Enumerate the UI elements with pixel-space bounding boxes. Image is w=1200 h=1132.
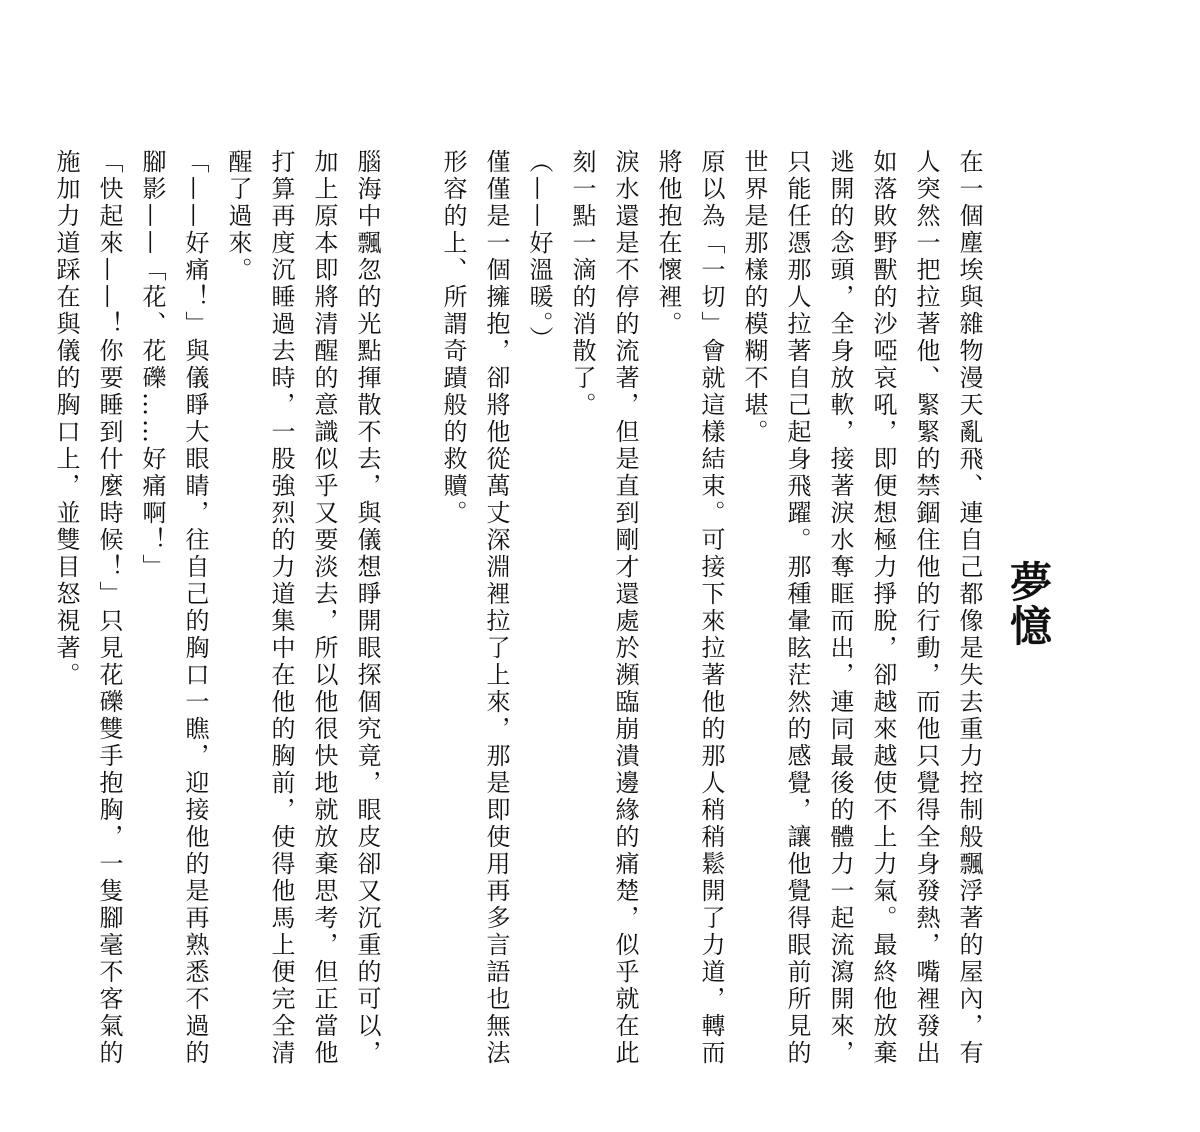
paragraph-8: 「快起來——！你要睡到什麼時候！」只見花礫雙手抱胸，一隻腳毫不客氣的施加力道踩在與儀的胸口上，並雙目怒視著。 [52, 149, 123, 1067]
paragraph-1: 在一個塵埃與雜物漫天亂飛、連自己都像是失去重力控制般飄浮著的屋內，有人突然一把拉著他、緊緊的禁錮住他的行動，而他只覺得全身發熱，嘴裡發出如落敗野獸的沙啞哀吼，即便想極力掙脫，卻越來越使不上力氣。最終他放棄逃開的念頭，全身放軟，接著淚水奪眶而出，連同最後的體力一起流瀉開來，只能任憑那人拉著自己起身飛躍。那種暈眩茫然的感覺，讓他覺得眼前所見的世界是那樣的模糊不堪。 [740, 149, 983, 1067]
chapter-title: 夢憶 [1004, 560, 1053, 648]
paragraph-2: 原以為「一切」會就這樣結束。可接下來拉著他的那人稍稍鬆開了力道，轉而將他抱在懷裡。 [654, 149, 725, 1067]
body-text [52, 125, 990, 1085]
paragraph-6: 腦海中飄忽的光點揮散不去，與儀想睜開眼探個究竟，眼皮卻又沉重的可以，加上原本即將清醒的意識似乎又要淡去，所以他很快地就放棄思考，但正當他打算再度沉睡過去時，一股強烈的力道集中在他的胸前，使得他馬上便完全清醒了過來。 [224, 149, 381, 1067]
paragraph-7: 「——好痛！」與儀睜大眼睛，往自己的胸口一瞧，迎接他的是再熟悉不過的腳影——「花、花礫……好痛啊！」 [138, 149, 209, 1067]
paragraph-3: 淚水還是不停的流著，但是直到剛才還處於瀕臨崩潰邊緣的痛楚，似乎就在此刻一點一滴的消散了。 [568, 149, 639, 1067]
paragraph-5: 僅僅是一個擁抱，卻將他從萬丈深淵裡拉了上來，那是即使用再多言語也無法形容的上、所謂奇蹟般的救贖。 [439, 149, 510, 1067]
paragraph-4: （——好溫暖。） [525, 149, 553, 353]
